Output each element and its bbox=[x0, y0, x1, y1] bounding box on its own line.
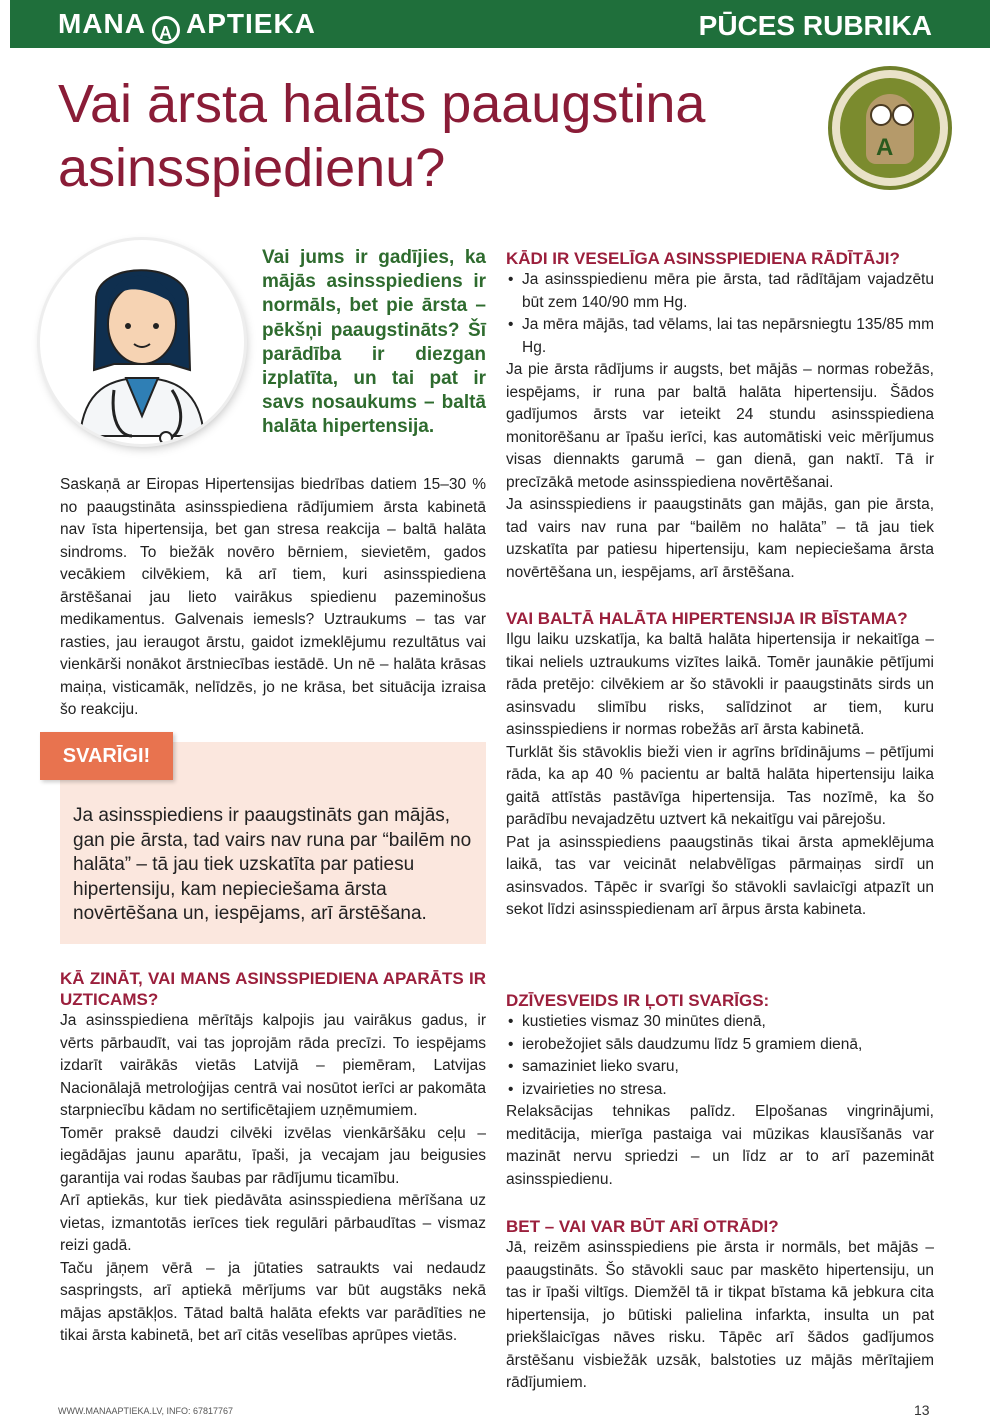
brand-name-right: APTIEKA bbox=[186, 8, 316, 39]
important-text: Ja asinsspiediens ir paaugstināts gan mājās, gan pie ārsta, tad vairs nav runa par “bailēm no halāta” – tā jau tiek uzskatīta par patiesu hipertensiju, kam nepieciešama ārsta novērtēšana un, iespējams, arī ārstēšana. bbox=[73, 805, 472, 924]
body-paragraph: Ja asinsspiediena mērītājs kalpojis jau vairākus gadus, ir vērts pārbaudīt, vai tas joprojām rāda precīzi. To iespējams izdarīt vairākās vietās Latvijā – piemēram, Latvijas Nacionālajā metroloģijas centrā vai nosūtot ierīci ar pakomāta starpniecību kādam no sertificētajiem uzņēmumiem. bbox=[60, 1012, 486, 1119]
body-paragraph: Arī aptiekās, kur tiek piedāvāta asinsspiediena mērīšana uz vietas, izmantotās ierīces tiek regulāri pārbaudītas – vismaz reizi gadā. bbox=[60, 1192, 486, 1254]
list-item: • izvairieties no stresa. bbox=[520, 1079, 934, 1102]
section-heading: KĀDI IR VESELĪGA ASINSSPIEDIENA RĀDĪTĀJI? bbox=[506, 249, 900, 268]
body-paragraph: Pat ja asinsspiediens paaugstinās tikai ārsta apmeklējuma laikā, tas var veicināt nelabvēlīgas pārmaiņas sirdī un asinsvados. Tāpēc ir svarīgi šo stāvokli savlaicīgi atpazīt un sekot līdzi asinsspiedienam arī ārpus ārsta kabineta. bbox=[506, 833, 934, 918]
list-item: • ierobežojiet sāls daudzumu līdz 5 gramiem dienā, bbox=[520, 1034, 934, 1057]
opposite-section bbox=[506, 1216, 934, 1395]
list-item: • kustieties vismaz 30 minūtes dienā, bbox=[520, 1011, 934, 1034]
body-paragraph: Ja pie ārsta rādījums ir augsts, bet mājās – normas robežās, iespējams, ir runa par baltā halāta hipertensiju. Šādos gadījumos ārsts var ieteikt 24 stundu asinsspiediena monitorēšanu ar īpašu ierīci, kas automātiski veic mērījumus visas diennakts garumā – gan dienā, gan naktī. Tā ir precīzākā metode asinsspiediena novērtēšanai. bbox=[506, 361, 934, 491]
values-list bbox=[506, 269, 934, 359]
section-heading: KĀ ZINĀT, VAI MANS ASINSSPIEDIENA APARĀTS IR UZTICAMS? bbox=[60, 969, 486, 1009]
body-paragraph: Jā, reizēm asinsspiediens pie ārsta ir normāls, bet mājās – paaugstināts. Šo stāvokli sauc par maskēto hipertensiju, un tas ir īpaši viltīgs. Diemžēl tā ir tikpat bīstama kā jebkura cita hipertensija, jo būtiski palielina infarkta, insulta un pat priekšlaicīgas nāves risku. Tāpēc arī šādos gadījumos ārstēšanu visbiežāk uzsāk, balstoties uz mājās mērītajiem rādījumiem. bbox=[506, 1239, 934, 1391]
brand-emblem-icon: A bbox=[152, 16, 180, 44]
intro-lead: Vai jums ir gadījies, ka mājās asinsspiediens ir normāls, bet pie ārsta – pēkšņi paaugstināts? Šī parādība ir diezgan izplatīta, un tai pat ir savs nosaukums – baltā halāta hipertensija. bbox=[262, 247, 486, 438]
footer-url[interactable]: WWW.MANAAPTIEKA.LV, INFO: 67817767 bbox=[58, 1406, 234, 1416]
important-label: SVARĪGI! bbox=[40, 732, 173, 780]
page-number: 13 bbox=[914, 1402, 930, 1418]
section-heading: VAI BALTĀ HALĀTA HIPERTENSIJA IR BĪSTAMA? bbox=[506, 609, 908, 628]
lifestyle-list bbox=[506, 1011, 934, 1101]
list-item: • samaziniet lieko svaru, bbox=[520, 1056, 934, 1079]
body-paragraph: Taču jāņem vērā – ja jūtaties satraukts vai nedaudz saspringsts, arī aptiekā mērījums var būt augstāks nekā mājas apstākļos. Tātad baltā halāta efekts var parādīties ne tikai ārsta kabinetā, bet arī citās veselības aprūpes vietās. bbox=[60, 1259, 486, 1344]
body-paragraph: Saskaņā ar Eiropas Hipertensijas biedrības datiem 15–30 % no paaugstināta asinsspiediena rādījumiem ārsta kabinetā nav īsta hipertensija, bet gan stresa reakcija – baltā halāta sindroms. To biežāk novēro bērniem, sievietēm, gados vecākiem cilvēkiem, kā arī tiem, kuri asinsspiediena ārstēšanai jau lieto vairākus spiedienu pazeminošus medikamentus. Galvenais iemesls? Uztraukums – tas var rasties, jau ieraugot ārstu, gaidot izmeklējumu rezultātus vai vienkārši nonākot ārstniecības iestādē. Un nē – halāta krāsas maiņa, visticamāk, nelīdzēs, jo ne krāsa, bet situācija izraisa šo reakciju. bbox=[60, 476, 486, 718]
body-paragraph: Turklāt šis stāvoklis bieži vien ir agrīns brīdinājums – pētījumi rāda, ka ap 40 % pacientu ar baltā halāta hipertensiju laika gaitā attīstās pastāvīga hipertensija. Tas nozīmē, ka šo parādību nevajadzētu uztvert kā nekaitīgu vai pārejošu. bbox=[506, 743, 934, 828]
owl-mascot-icon: A bbox=[828, 66, 952, 190]
brand-logo[interactable] bbox=[58, 8, 316, 44]
body-paragraph: Tomēr praksē daudzi cilvēki izvēlas vienkāršāku ceļu – iegādājas jaunu aparātu, īpaši, ja vecajam jau beigusies garantija vai rodas šaubas par rādījumu ticamību. bbox=[60, 1124, 486, 1187]
body-paragraph: Ilgu laiku uzskatīja, ka baltā halāta hipertensija ir nekaitīga – tikai neliels uztraukums vizītes laikā. Tomēr jaunākie pētījumi rāda pretējo: cilvēkiem ar šo stāvokli ir paaugstināts sirds un asinsvadu slimību risks, salīdzinot ar tiem, kuru asinsspiediens ir normas robežās arī ārsta kabinetā. bbox=[506, 631, 934, 738]
doctor-illustration bbox=[40, 240, 244, 444]
list-item: • Ja asinsspiedienu mēra pie ārsta, tad rādītājam vajadzētu būt zem 140/90 mm Hg. bbox=[520, 269, 934, 314]
top-banner bbox=[10, 0, 990, 48]
section-heading: DZĪVESVEIDS IR ĻOTI SVARĪGS: bbox=[506, 991, 770, 1010]
values-section bbox=[506, 248, 934, 584]
left-body-text bbox=[60, 474, 486, 722]
body-paragraph: Ja asinsspiediens ir paaugstināts gan mājās, gan pie ārsta, tad vairs nav runa par “bailēm no halāta” – tā jau tiek uzskatīta par patiesu hipertensiju, kam nepieciešama ārsta novērtēšana un, iespējams, arī ārstēšana. bbox=[506, 496, 934, 581]
brand-name-left: MANA bbox=[58, 8, 146, 39]
article-title: Vai ārsta halāts paaugstina asinsspiedienu? bbox=[58, 74, 706, 198]
rubric-title: PŪCES RUBRIKA bbox=[698, 10, 932, 41]
danger-section bbox=[506, 608, 934, 922]
body-paragraph: Relaksācijas tehnikas palīdz. Elpošanas vingrinājumi, meditācija, mierīga pastaiga vai mūzikas klausīšanās var mazināt nervu spriedzi – un līdz ar to arī pazemināt asinsspiedienu. bbox=[506, 1103, 934, 1188]
section-heading: BET – VAI VAR BŪT ARĪ OTRĀDI? bbox=[506, 1217, 779, 1236]
list-item: • Ja mēra mājās, tad vēlams, lai tas nepārsniegtu 135/85 mm Hg. bbox=[520, 314, 934, 359]
device-section bbox=[60, 968, 486, 1348]
lifestyle-section bbox=[506, 990, 934, 1191]
